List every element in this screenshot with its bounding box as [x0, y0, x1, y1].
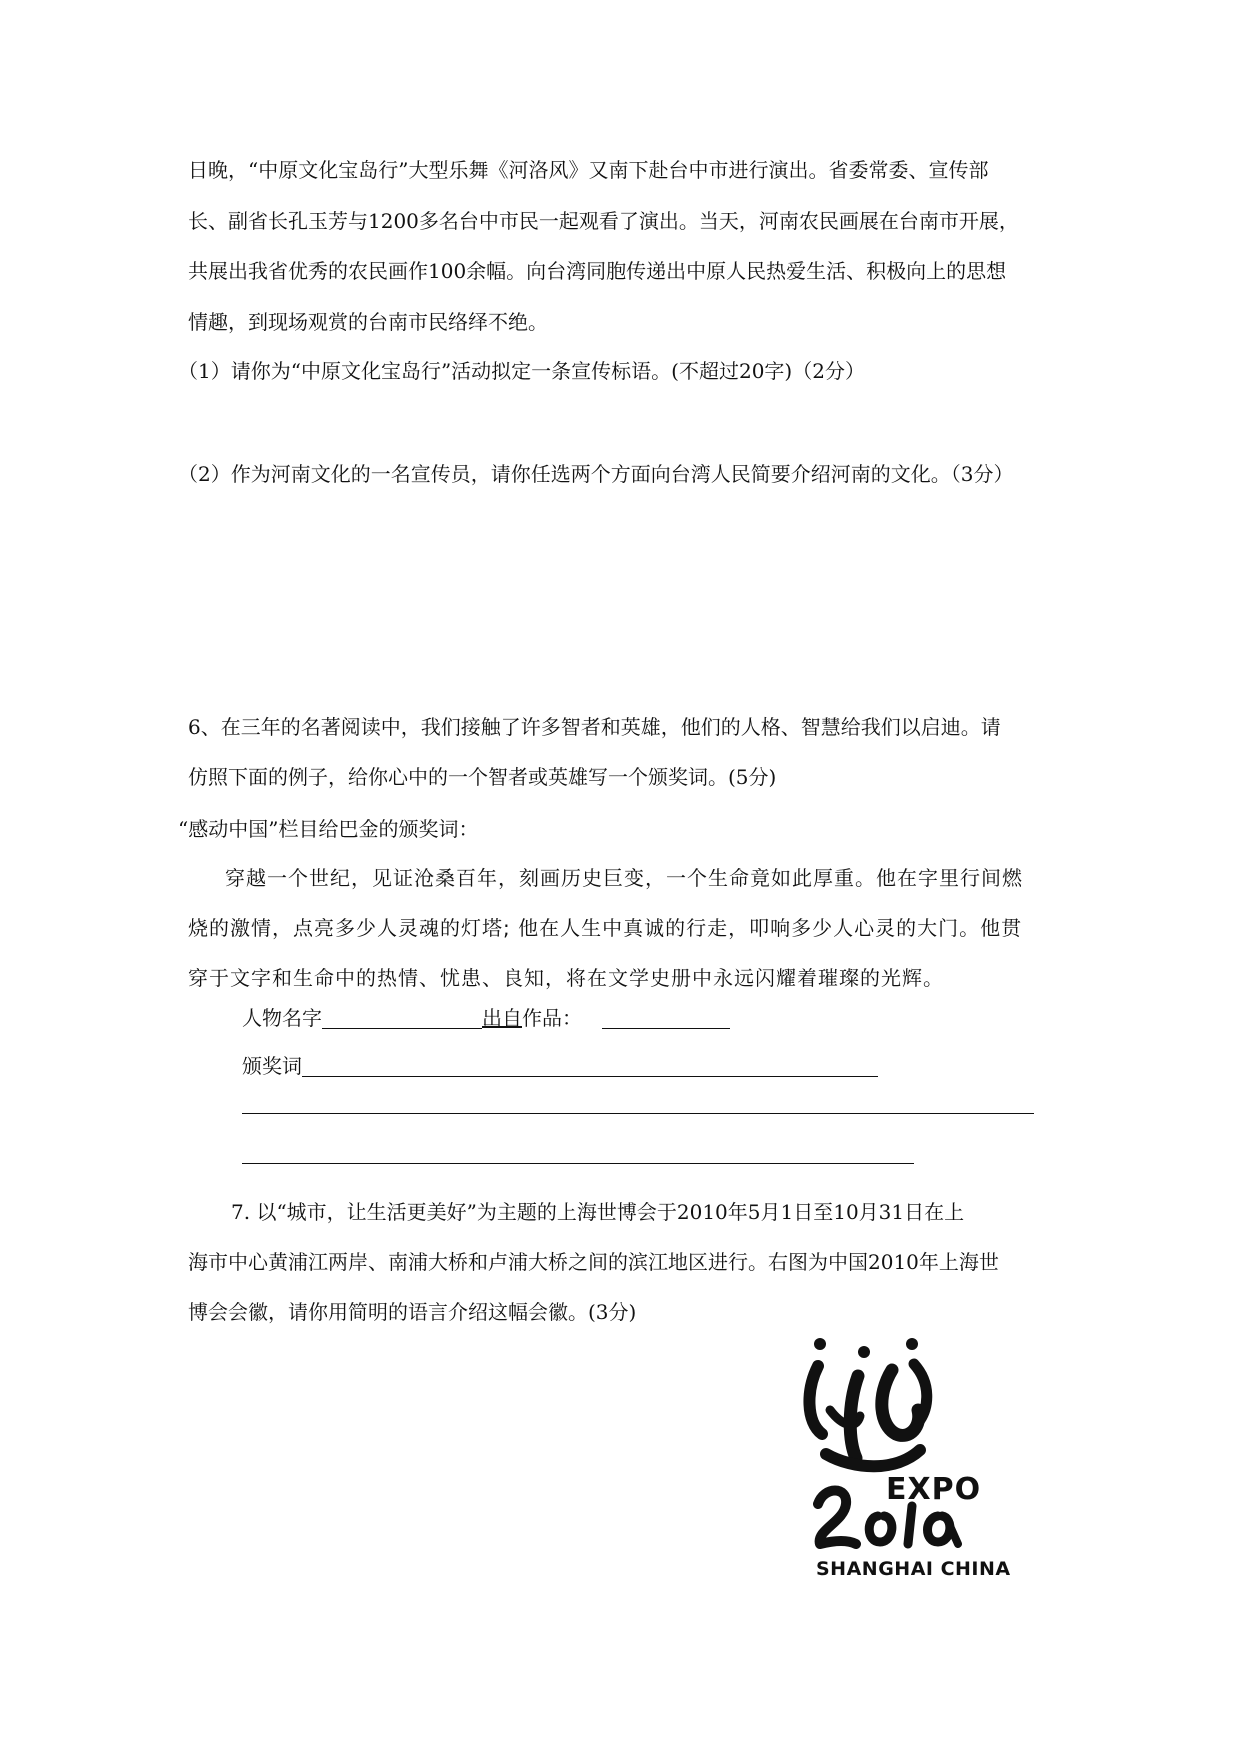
example-line: 穿于文字和生命中的热情、忧患、良知，将在文学史册中永远闪耀着璀璨的光辉。 — [188, 966, 944, 990]
name-label: 人物名字 — [242, 1006, 322, 1030]
work-blank[interactable] — [602, 1006, 730, 1029]
example-line: 烧的激情，点亮多少人灵魂的灯塔; 他在人生中真诚的行走，叩响多少人心灵的大门。他贯 — [188, 916, 1023, 940]
logo-place: SHANGHAI CHINA — [816, 1558, 1011, 1580]
speech-row — [242, 1052, 878, 1080]
question-5-part-2: （2）作为河南文化的一名宣传员，请你任选两个方面向台湾人民简要介绍河南的文化。（3分） — [178, 462, 1014, 486]
question-5-part-1: （1）请你为“中原文化宝岛行”活动拟定一条宣传标语。(不超过20字)（2分） — [178, 359, 865, 383]
name-work-row — [242, 1004, 730, 1032]
example-title: “感动中国”栏目给巴金的颁奖词： — [178, 817, 479, 841]
work-label-2: 作品： — [522, 1006, 582, 1030]
work-label: 出自 — [482, 1006, 522, 1030]
expo-emblem-icon — [800, 1330, 1020, 1590]
example-line: 穿越一个世纪，见证沧桑百年，刻画历史巨变，一个生命竟如此厚重。他在字里行间燃 — [225, 866, 1023, 890]
question-7-line: 博会会徽，请你用简明的语言介绍这幅会徽。(3分) — [188, 1300, 637, 1324]
question-7-line: 海市中心黄浦江两岸、南浦大桥和卢浦大桥之间的滨江地区进行。右图为中国2010年上海世 — [188, 1250, 999, 1274]
passage-line: 共展出我省优秀的农民画作100余幅。向台湾同胞传递出中原人民热爱生活、积极向上的思想 — [188, 259, 1007, 283]
logo-word: EXPO — [886, 1472, 982, 1507]
name-blank[interactable] — [322, 1006, 482, 1029]
question-7-line: 7. 以“城市，让生活更美好”为主题的上海世博会于2010年5月1日至10月31日在上 — [231, 1200, 965, 1224]
question-6-line: 仿照下面的例子，给你心中的一个智者或英雄写一个颁奖词。(5分) — [188, 765, 777, 789]
expo-2010-logo — [800, 1330, 1020, 1590]
answer-line[interactable] — [242, 1113, 1034, 1114]
question-6-line: 6、在三年的名著阅读中，我们接触了许多智者和英雄，他们的人格、智慧给我们以启迪。请 — [188, 715, 1001, 739]
answer-line[interactable] — [242, 1163, 914, 1164]
speech-blank[interactable] — [302, 1054, 878, 1077]
passage-line: 长、副省长孔玉芳与1200多名台中市民一起观看了演出。当天，河南农民画展在台南市开展， — [188, 209, 1019, 233]
passage-line: 日晚，“中原文化宝岛行”大型乐舞《河洛风》又南下赴台中市进行演出。省委常委、宣传部 — [188, 158, 989, 182]
passage-line: 情趣，到现场观赏的台南市民络绎不绝。 — [188, 310, 548, 334]
speech-label: 颁奖词 — [242, 1054, 302, 1078]
